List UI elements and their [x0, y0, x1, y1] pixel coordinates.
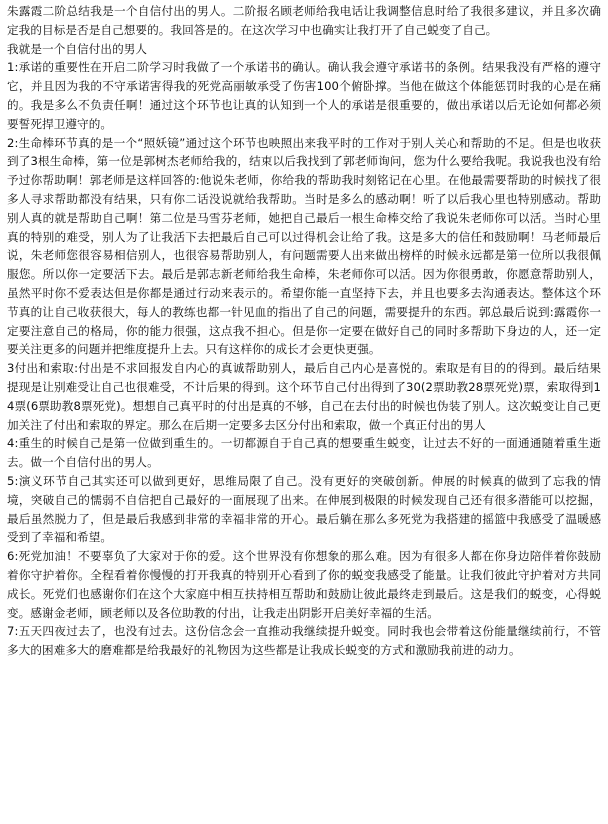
- paragraph-give-and-take: 3付出和索取:付出是不求回报发自内心的真诚帮助别人，最后自己内心是喜悦的。索取是有目的的得到。最后结果提现是让别难受让自己也很难受，不计后果的得到。这个环节自己付出得到了30(2票助教28票死党)票，索取得到14票(6票助教8票死党)。想想自己真平时的付出是真的不够，自己在去付出的时候也伪装了别人。这次蜕变让自己更加关注了付出和索取的界定。那么在后期一定要多去区分付出和索取，做一个真正付出的男人: [7, 361, 601, 432]
- paragraph-performance: 5:演义环节自己其实还可以做到更好，思维局限了自己。没有更好的突破创新。伸展的时候真的做到了忘我的情境，突破自己的懦弱不自信把自己最好的一面展现了出来。在伸展到极限的时候发现自己还有很多潜能可以挖掘，最后虽然脱力了，但是最后我感到非常的幸福非常的开心。最后躺在那么多死党为我搭建的摇篮中我感受了温暖感受到了幸福和希望。: [7, 473, 601, 545]
- summary-intro: 朱露霞二阶总结我是一个自信付出的男人。二阶报名顾老师给我电话让我调整信息时给了我很多建议，并且多次确定我的目标是否是自己想要的。我回答是的。在这次学习中也确实让我打开了自己蜕变了自己。: [7, 4, 601, 37]
- paragraph-promise: 1:承诺的重要性在开启二阶学习时我做了一个承诺书的确认。确认我会遵守承诺书的条例。结果我没有严格的遵守它，并且因为我的不守承诺害得我的死党高丽敏承受了伤害100个俯卧撑。当他在做这个体能惩罚时我的心是在痛的。我是多么不负责任啊！通过这个环节也让真的认知到一个人的承诺是很重要的，做出承诺以后无论如何都必须要誓死捍卫遵守的。: [7, 60, 601, 131]
- paragraph-life-stick: 2:生命棒环节真的是一个“照妖镜”通过这个环节也映照出来我平时的工作对于别人关心和帮助的不足。但是也收获到了3根生命棒，第一位是郭树杰老师给我的，结束以后我找到了郭老师询问，您为什么要给我呢。我说我也没有给予过你帮助啊！郭老师是这样回答的:他说朱老师，你给我的帮助我时刻铭记在心里。在他最需要帮助的时候找了很多人寻求帮助都没有结果，只有你二话没说就给我帮助。当时是多么的感动啊！听了以后我心里也特别感动。帮助别人真的就是帮助自己啊！第二位是马雪芬老师，她把自己最后一根生命棒交给了我说朱老师你可以活。当时心里真的特别的难受，别人为了让我活下去把最后自己可以过得机会让给了我。这是多大的信任和鼓励啊！马老师最后说，朱老师您很容易相信别人，也很容易帮助别人，有问题需要人出来做出榜样的时候永远都是第一位所以我很佩服您。所以你一定要活下去。最后是郭志新老师给我生命棒，朱老师你可以活。因为你很勇敢，你愿意帮助别人，虽然平时你不爱表达但是你都是通过行动来表示的。希望你能一直坚持下去，并且也要多去沟通表达。整体这个环节真的让自己收获很大，每人的教练也都一针见血的指出了自己的问题，需要提升的东西。郭总最后说到:露霞你一定要注意自己的格局，你的能力很强，这点我不担心。但是你一定要在做好自己的同时多帮助下身边的人，还一定要关注更多的问题并把维度提升上去。只有这样你的成长才会更快更强。: [7, 135, 601, 357]
- paragraph-closing: 7:五天四夜过去了，也没有过去。这份信念会一直推动我继续提升蜕变。同时我也会带着这份能量继续前行，不管多大的困难多大的磨难都是给我最好的礼物因为这些都是让我成长蜕变的方式和激励我前进的动力。: [7, 624, 601, 658]
- summary-heading: 我就是一个自信付出的男人: [7, 41, 148, 56]
- paragraph-team-cheer: 6:死党加油！不要辜负了大家对于你的爱。这个世界没有你想象的那么难。因为有很多人都在你身边陪伴着你鼓励着你守护着你。全程看着你慢慢的打开我真的特别开心看到了你的蜕变我感受了能量。让我们彼此守护着对方共同成长。死党们也感谢你们在这个大家庭中相互扶持相互帮助和鼓励让彼此最终走到最后。这是我们的蜕变，心得蜕变。感谢金老师，顾老师以及各位助教的付出，让我走出阴影开启美好幸福的生活。: [7, 549, 601, 620]
- paragraph-rebirth: 4:重生的时候自己是第一位做到重生的。一切都源自于自己真的想要重生蜕变，让过去不好的一面通通随着重生逝去。做一个自信付出的男人。: [7, 436, 601, 470]
